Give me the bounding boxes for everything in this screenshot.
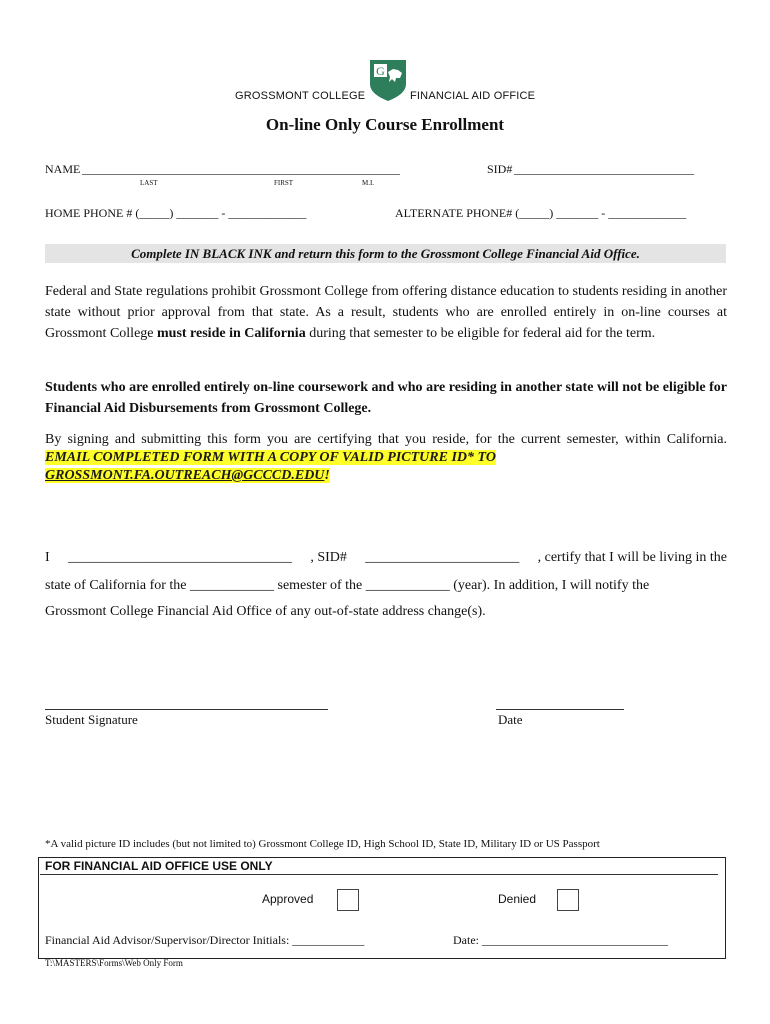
last-sublabel: LAST bbox=[140, 179, 158, 187]
ineligibility-paragraph: Students who are enrolled entirely on-line coursework and who are residing in another state will not be eligible for Financial Aid Disbursements from Grossmont College. bbox=[45, 380, 727, 416]
office-use-divider bbox=[40, 874, 718, 875]
college-name: GROSSMONT COLLEGE bbox=[235, 90, 366, 102]
date-label: Date bbox=[498, 712, 523, 727]
home-phone-field[interactable]: HOME PHONE # (_____) _______ - _____________ bbox=[45, 206, 307, 220]
denied-label: Denied bbox=[498, 892, 537, 906]
office-use-heading: FOR FINANCIAL AID OFFICE USE ONLY bbox=[45, 859, 273, 873]
office-name: FINANCIAL AID OFFICE bbox=[410, 90, 536, 102]
signature-line[interactable] bbox=[45, 709, 328, 710]
email-instruction: EMAIL COMPLETED FORM WITH A COPY OF VALID PICTURE ID* TO bbox=[45, 450, 496, 465]
name-field[interactable]: _____________________________________________________ bbox=[82, 162, 400, 176]
sid-label: SID# bbox=[487, 162, 513, 176]
certify-name-blank[interactable]: ________________________________ bbox=[68, 550, 293, 565]
college-logo bbox=[368, 58, 408, 102]
office-date-field[interactable]: Date: _______________________________ bbox=[453, 933, 668, 947]
sid-field[interactable]: ______________________________ bbox=[514, 162, 694, 176]
certification-paragraph: By signing and submitting this form you are certifying that you reside, for the current semester, within California. EMAIL COMPLETED FORM WITH A COPY OF VALID PICTURE ID* TO GROSSMONT.FA.OUTREACH@GCCCD.EDU! bbox=[45, 432, 727, 483]
approved-checkbox[interactable] bbox=[337, 889, 359, 911]
reside-emphasis: must reside in California bbox=[157, 326, 306, 341]
alternate-phone-field[interactable]: ALTERNATE PHONE# (_____) _______ - _____________ bbox=[395, 206, 687, 220]
logo-letter: G bbox=[376, 64, 385, 78]
advisor-initials-field[interactable]: Financial Aid Advisor/Supervisor/Director Initials: ____________ bbox=[45, 933, 365, 947]
regulation-paragraph: Federal and State regulations prohibit Grossmont College from offering distance education to students residing in another state without prior approval from that state. As a result, students who are enrolled entirely in on-line courses at Grossmont College must reside in California during that semester to be eligible for federal aid for the term. bbox=[45, 284, 727, 341]
date-line[interactable] bbox=[496, 709, 624, 710]
student-signature-label: Student Signature bbox=[45, 712, 138, 727]
mi-sublabel: M.I. bbox=[362, 179, 375, 187]
instruction-banner: Complete IN BLACK INK and return this form to the Grossmont College Financial Aid Office. bbox=[45, 244, 726, 263]
file-path: T:\MASTERS\Forms\Web Only Form bbox=[45, 958, 183, 968]
certify-line-1: I ________________________________ , SID# ______________________ , certify that I will be living in the bbox=[45, 550, 727, 565]
certify-line-2[interactable]: state of California for the ____________ semester of the ____________ (year). In addition, I will notify the bbox=[45, 578, 650, 593]
certify-line-3: Grossmont College Financial Aid Office of any out-of-state address change(s). bbox=[45, 604, 486, 619]
first-sublabel: FIRST bbox=[274, 179, 294, 187]
picture-id-footnote: *A valid picture ID includes (but not limited to) Grossmont College ID, High School ID, State ID, Military ID or US Passport bbox=[45, 838, 600, 850]
page-title: On-line Only Course Enrollment bbox=[265, 115, 505, 134]
email-link[interactable]: GROSSMONT.FA.OUTREACH@GCCCD.EDU bbox=[45, 468, 325, 483]
denied-checkbox[interactable] bbox=[557, 889, 579, 911]
name-label: NAME bbox=[45, 162, 81, 176]
certify-sid-blank[interactable]: ______________________ bbox=[365, 550, 520, 565]
approved-label: Approved bbox=[262, 892, 314, 906]
